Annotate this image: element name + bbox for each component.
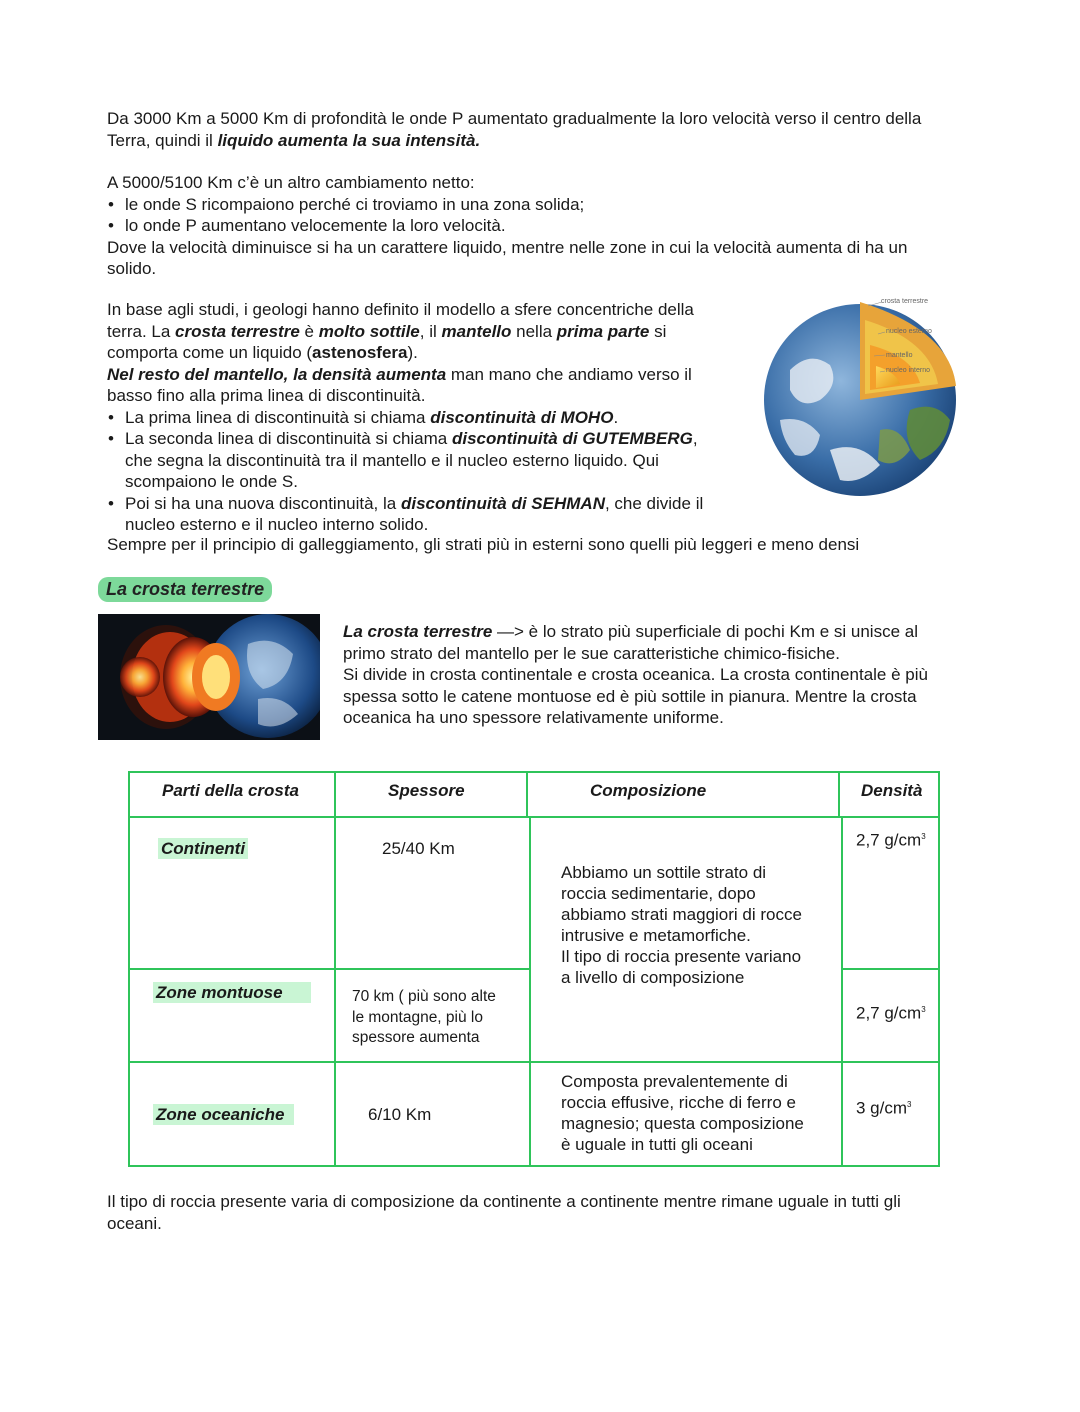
text-line: roccia sedimentarie, dopo — [561, 884, 756, 903]
text-line: 70 km ( più sono alte — [352, 988, 496, 1005]
list-item: • La prima linea di discontinuità si chiama discontinuità di MOHO. — [107, 407, 747, 429]
text-line: A 5000/5100 Km c’è un altro cambiamento netto: — [107, 173, 475, 192]
earth-layers-photo — [98, 614, 320, 740]
closing-sentence: Sempre per il principio di galleggiamento, gli strati più in esterni sono quelli più leggeri e meno densi — [107, 535, 860, 554]
label-nucleo-interno: nucleo interno — [886, 367, 930, 374]
header-parti: Parti della crosta — [162, 781, 300, 800]
text-line: intrusive e metamorfiche. — [561, 926, 751, 945]
text-line: Nel resto del mantello, la densità aumenta man mano che andiamo verso il — [107, 364, 692, 384]
thickness-zone-montuose — [352, 987, 527, 1049]
thickness-continenti: 25/40 Km — [382, 839, 455, 858]
text-line: a livello di composizione — [561, 968, 745, 987]
text-line: spessore aumenta — [352, 1029, 480, 1046]
bullet-list — [107, 194, 987, 237]
text-line: Da 3000 Km a 5000 Km di profondità le onde P aumentato gradualmente la loro velocità verso il centro della — [107, 109, 922, 128]
text-line: basso fino alla prima linea di discontinuità. — [107, 386, 426, 405]
earth-layers-figure — [760, 290, 970, 500]
text-line: Composta prevalentemente di — [561, 1072, 788, 1091]
composition-oceanic — [561, 1071, 836, 1155]
density-zone-oceaniche: 3 $g/cm^3$ — [856, 1098, 912, 1118]
text-line: le montagne, più lo — [352, 1008, 483, 1026]
part-zone-oceaniche: Zone oceaniche — [153, 1104, 294, 1125]
table-row — [153, 982, 311, 1003]
text-line: solido. — [107, 259, 157, 278]
text-line: La crosta terrestre —> è lo strato più superficiale di pochi Km e si unisce al — [343, 622, 918, 641]
label-mantello: mantello — [886, 352, 913, 359]
label-crosta: crosta terrestre — [881, 298, 929, 305]
composition-continental — [561, 862, 831, 988]
earth-cutaway-image — [98, 614, 320, 740]
text-line: Il tipo di roccia presente varia di composizione da continente a continente mentre rimane uguale in tutti gli — [107, 1192, 901, 1211]
list-item: • le onde S ricompaiono perché ci troviamo in una zona solida; — [107, 194, 987, 216]
text-line: Si divide in crosta continentale e crosta oceanica. La crosta continentale è più — [343, 665, 928, 684]
part-continenti: Continenti — [158, 838, 248, 859]
list-item: • lo onde P aumentano velocemente la loro velocità. — [107, 215, 987, 237]
table-row — [153, 1104, 294, 1125]
header-densita: Densità — [861, 781, 923, 800]
part-zone-montuose: Zone montuose — [153, 982, 311, 1003]
label-nucleo-esterno: nucleo esterno — [886, 328, 932, 335]
text-line: primo strato del mantello per le sue caratteristiche chimico-fisiche. — [343, 643, 840, 663]
text-line: comporta come un liquido (astenosfera). — [107, 343, 418, 362]
text-line: magnesio; questa composizione — [561, 1114, 804, 1133]
text-line: roccia effusive, ricche di ferro e — [561, 1093, 796, 1112]
density-zone-montuose: 2,7 $g/cm^3$ — [856, 1003, 926, 1023]
earth-illustration — [760, 290, 970, 500]
discontinuity-list — [107, 407, 747, 536]
text-line: Abbiamo un sottile strato di — [561, 863, 767, 882]
text-line: è uguale in tutti gli oceani — [561, 1135, 753, 1154]
header-spessore: Spessore — [388, 781, 465, 800]
density-continenti: 2,7 $g/cm^3$ — [856, 830, 926, 850]
list-item: • Poi si ha una nuova discontinuità, la discontinuità di SEHMAN, che divide il nucleo esterno e il nucleo interno solido. — [107, 493, 747, 536]
text-line: abbiamo strati maggiori di rocce — [561, 905, 802, 924]
paragraph-velocity — [107, 108, 987, 151]
text-line: Il tipo di roccia presente variano — [561, 947, 802, 966]
crosta-description — [343, 621, 983, 729]
text-line: Dove la velocità diminuisce si ha un carattere liquido, mentre nelle zone in cui la velocità aumenta di ha un — [107, 237, 908, 257]
header-composizione: Composizione — [590, 781, 707, 800]
paragraph-5000km — [107, 172, 987, 280]
text-line: oceani. — [107, 1213, 162, 1233]
thickness-zone-oceaniche: 6/10 Km — [368, 1105, 432, 1124]
text-line: terra. La crosta terrestre è molto sottile, il mantello nella prima parte si — [107, 321, 667, 341]
footer-paragraph — [107, 1191, 987, 1234]
section-heading: La crosta terrestre — [98, 577, 272, 602]
text-line: spessa sotto le catene montuose ed è più sottile in pianura. Mentre la crosta — [343, 686, 917, 706]
table-row — [158, 838, 248, 859]
paragraph-model — [107, 299, 747, 536]
text-line: In base agli studi, i geologi hanno definito il modello a sfere concentriche della — [107, 300, 694, 319]
text-line: oceanica ha uno spessore relativamente uniforme. — [343, 708, 724, 727]
text-line: Terra, quindi il liquido aumenta la sua intensità. — [107, 130, 481, 150]
list-item: • La seconda linea di discontinuità si chiama discontinuità di GUTEMBERG, che segna la discontinuità tra il mantello e il nucleo esterno liquido. Qui scompaiono le onde S. — [107, 428, 747, 493]
